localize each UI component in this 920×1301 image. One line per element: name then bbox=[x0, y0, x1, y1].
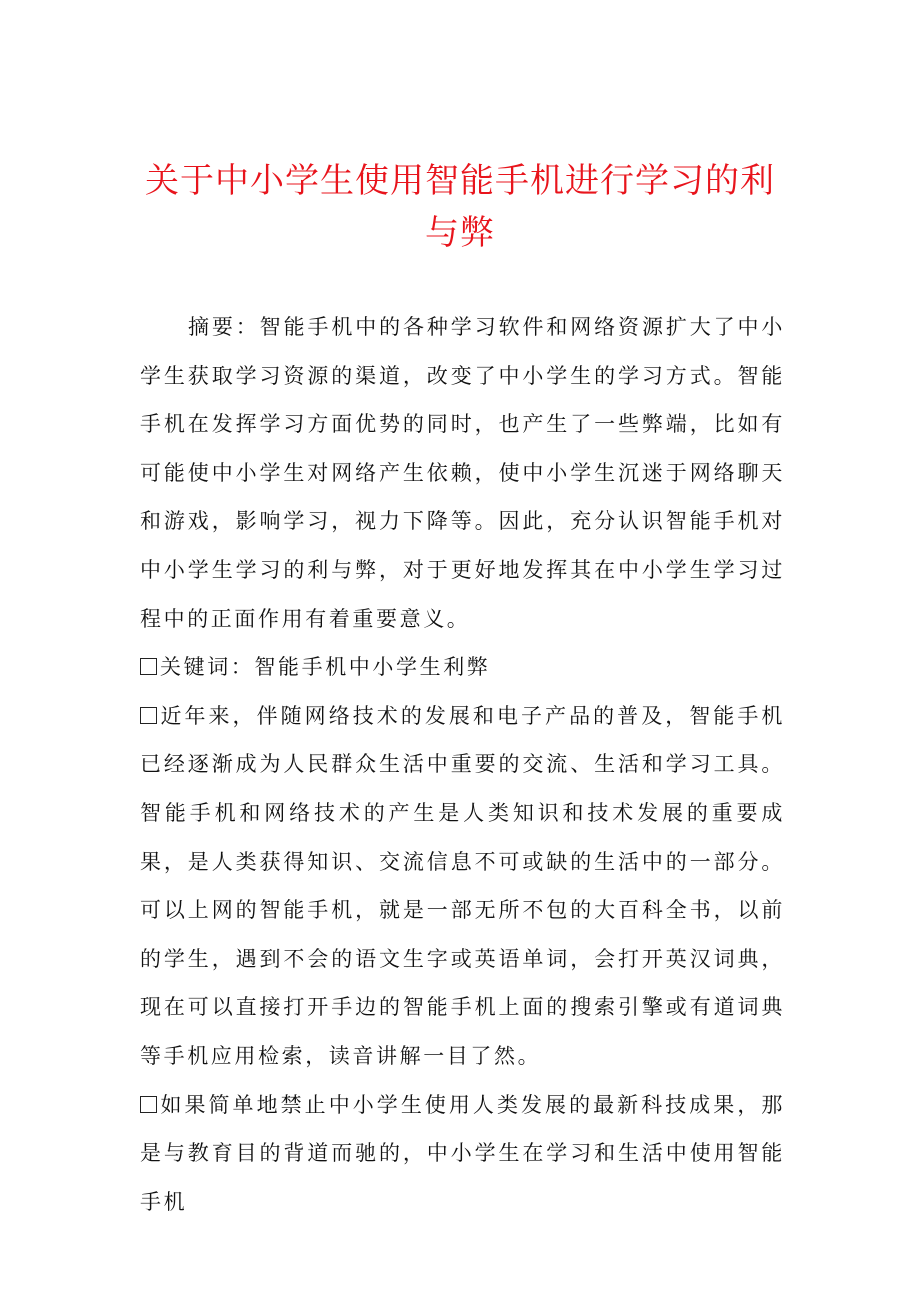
body-paragraph-2 bbox=[140, 1081, 785, 1227]
document-title bbox=[140, 155, 780, 259]
body-paragraph-2-text: 如果简单地禁止中小学生使用人类发展的最新科技成果，那是与教育目的背道而驰的，中小学生在学习和生活中使用智能手机 bbox=[140, 1092, 785, 1214]
abstract-paragraph: 摘要：智能手机中的各种学习软件和网络资源扩大了中小学生获取学习资源的渠道，改变了中小学生的学习方式。智能手机在发挥学习方面优势的同时，也产生了一些弊端，比如有可能使中小学生对网络产生依赖，使中小学生沉迷于网络聊天和游戏，影响学习，视力下降等。因此，充分认识智能手机对中小学生学习的利与弊，对于更好地发挥其在中小学生学习过程中的正面作用有着重要意义。 bbox=[140, 315, 785, 631]
checkbox-glyph-icon bbox=[140, 1096, 157, 1113]
keywords-line bbox=[140, 643, 785, 692]
checkbox-glyph-icon bbox=[140, 658, 157, 675]
body-paragraph-1 bbox=[140, 692, 785, 1081]
title-line-2: 与弊 bbox=[425, 213, 495, 253]
document-body bbox=[140, 303, 785, 1226]
title-line-1: 关于中小学生使用智能手机进行学习的利 bbox=[145, 161, 775, 201]
body-paragraph-1-text: 近年来，伴随网络技术的发展和电子产品的普及，智能手机已经逐渐成为人民群众生活中重要的交流、生活和学习工具。智能手机和网络技术的产生是人类知识和技术发展的重要成果，是人类获得知识、交流信息不可或缺的生活中的一部分。可以上网的智能手机，就是一部无所不包的大百科全书，以前的学生，遇到不会的语文生字或英语单词，会打开英汉词典，现在可以直接打开手边的智能手机上面的搜索引擎或有道词典等手机应用检索，读音讲解一目了然。 bbox=[140, 703, 785, 1068]
checkbox-glyph-icon bbox=[140, 707, 157, 724]
keywords-text: 关键词：智能手机中小学生利弊 bbox=[160, 655, 491, 680]
